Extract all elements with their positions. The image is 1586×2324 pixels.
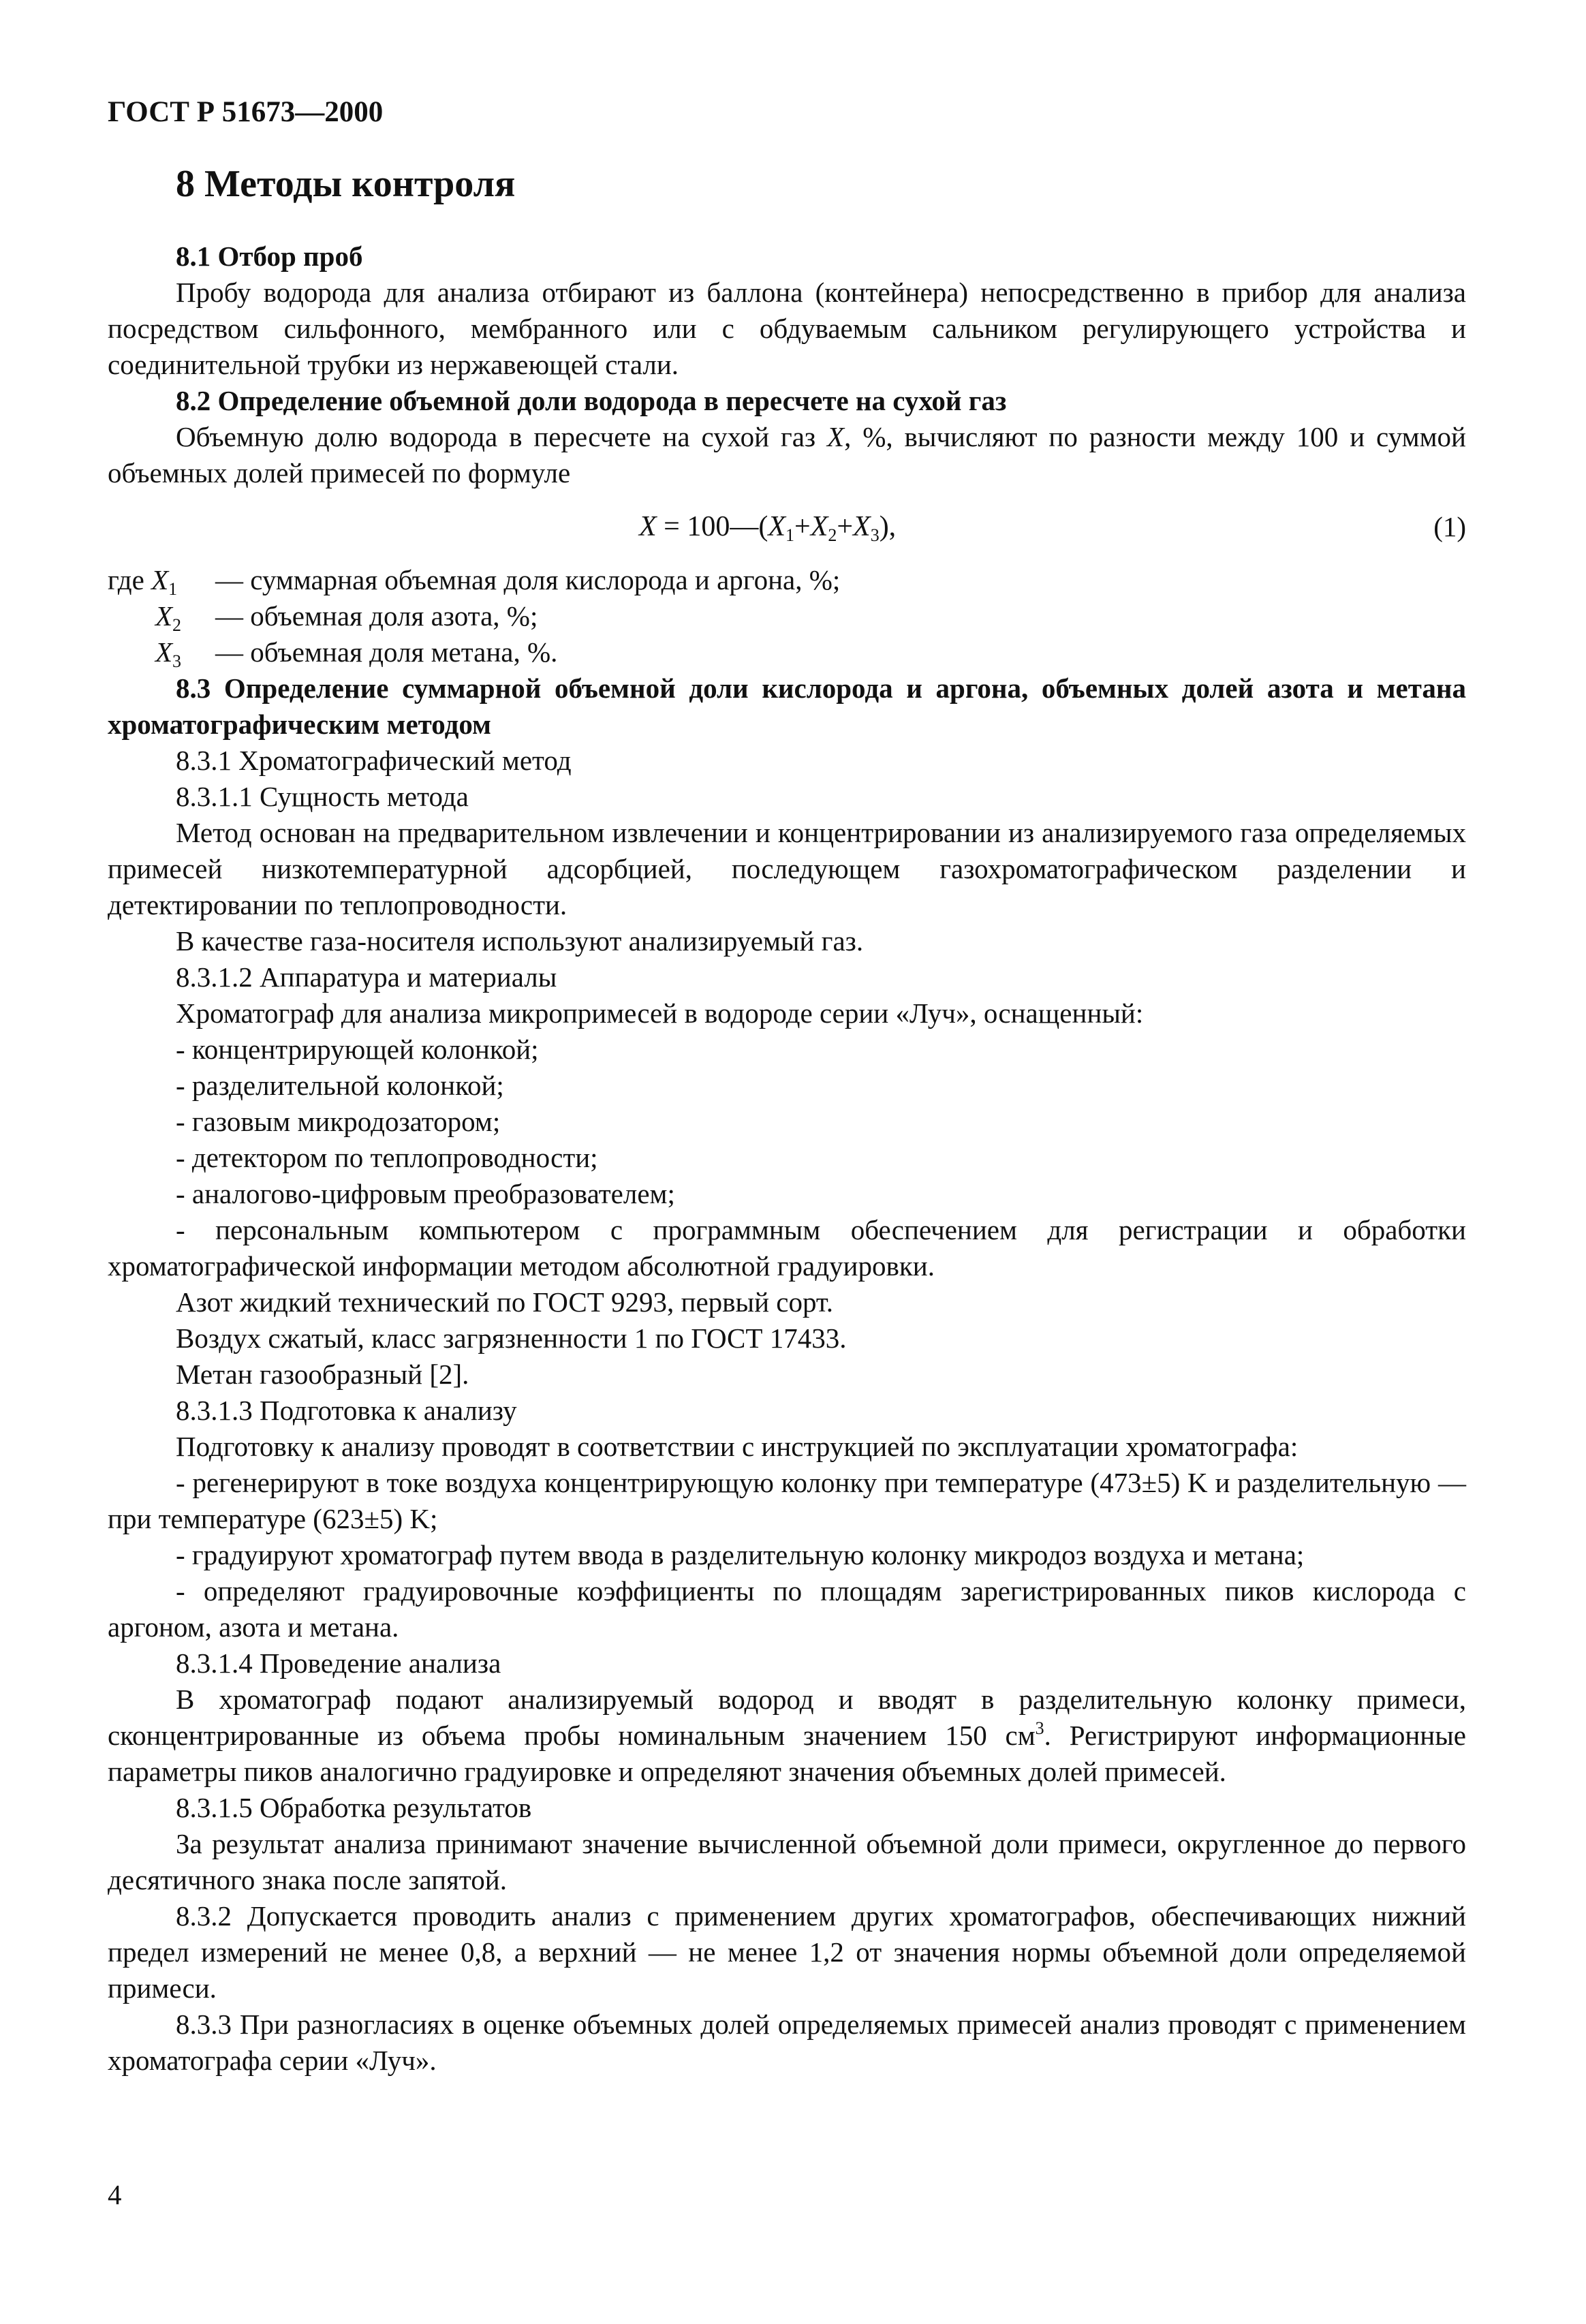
subsection-8-2-text: Объемную долю водорода в пересчете на сухой газ X, %, вычисляют по разности между 100 и суммой объемных долей примесей по формуле — [108, 421, 1466, 489]
equipment-item: - аналогово-цифровым преобразователем; — [176, 1178, 675, 1209]
subsection-8-2-title: 8.2 Определение объемной доли водорода в пересчете на сухой газ — [176, 385, 1007, 416]
subsection-8-3-title: 8.3 Определение суммарной объемной доли кислорода и аргона, объемных долей азота и метана хроматографическим методом — [108, 672, 1466, 740]
preparation-item: - градуируют хроматограф путем ввода в разделительную колонку микродоз воздуха и метана; — [176, 1539, 1305, 1570]
clause-8-3-1-2: 8.3.1.2 Аппаратура и материалы — [176, 961, 557, 993]
clause-8-3-1-5: 8.3.1.5 Обработка результатов — [176, 1792, 532, 1823]
clause-8-3-1-1: 8.3.1.1 Сущность метода — [176, 781, 469, 812]
equipment-item: - детектором по теплопроводности; — [176, 1142, 598, 1173]
clause-8-3-2: 8.3.2 Допускается проводить анализ с применением других хроматографов, обеспечивающих нижний предел измерений не менее 0,8, а верхний — не менее 1,2 от значения нормы объемной доли определяемой примеси. — [108, 1900, 1466, 2004]
material-item: Азот жидкий технический по ГОСТ 9293, первый сорт. — [176, 1286, 834, 1318]
preparation-item: - определяют градуировочные коэффициенты по площадям зарегистрированных пиков кислорода с аргоном, азота и метана. — [108, 1575, 1466, 1643]
equation-number: (1) — [1433, 511, 1466, 542]
formula-expression: $X = 100—(X_1+X_2+X_3)$, — [639, 511, 897, 545]
material-item: Воздух сжатый, класс загрязненности 1 по ГОСТ 17433. — [176, 1322, 847, 1354]
analysis-text: В хроматограф подают анализируемый водород и вводят в разделительную колонку примеси, сконцентрированные из объема пробы номинальным значением 150 $см^3$. Регистрируют информационные параметры пиков аналогично градуировке и определяют значения объемных долей примесей. — [108, 1684, 1466, 1787]
clause-8-3-1-3: 8.3.1.3 Подготовка к анализу — [176, 1395, 517, 1426]
equipment-item: - разделительной колонкой; — [176, 1070, 504, 1101]
section-title: 8 Методы контроля — [176, 163, 516, 205]
document-header: ГОСТ Р 51673—2000 — [108, 96, 384, 128]
preparation-text: Подготовку к анализу проводят в соответствии с инструкцией по эксплуатации хроматографа: — [176, 1431, 1299, 1462]
method-essence-text: Метод основан на предварительном извлечении и концентрировании из анализируемого газа определяемых примесей низкотемпературной адсорбцией, последующем газохроматографическом разделении и детектировании по теплопроводности. — [108, 817, 1466, 920]
clause-8-3-1: 8.3.1 Хроматографический метод — [176, 745, 572, 776]
preparation-item: - регенерируют в токе воздуха концентрирующую колонку при температуре (473±5) K и разделительную — при температуре (623±5) K; — [108, 1467, 1466, 1534]
equipment-item: - персональным компьютером с программным обеспечением для регистрации и обработки хроматографической информации методом абсолютной градуировки. — [108, 1214, 1466, 1282]
chromatograph-text: Хроматограф для анализа микропримесей в водороде серии «Луч», оснащенный: — [176, 997, 1144, 1029]
where-item-x2: $X_2$ — объемная доля азота, %; — [155, 600, 538, 635]
clause-8-3-1-4: 8.3.1.4 Проведение анализа — [176, 1647, 501, 1679]
material-item: Метан газообразный [2]. — [176, 1359, 469, 1390]
where-item-x1: где $X_1$ — суммарная объемная доля кислорода и аргона, %; — [108, 564, 841, 599]
subsection-8-1-text: Пробу водорода для анализа отбирают из баллона (контейнера) непосредственно в прибор для анализа посредством сильфонного, мембранного или с обдуваемым сальником регулирующего устройства и соединительной трубки из нержавеющей стали. — [108, 277, 1466, 380]
formula-1 — [108, 509, 1466, 562]
equipment-item: - газовым микродозатором; — [176, 1106, 501, 1137]
page-number: 4 — [108, 2179, 122, 2210]
results-text: За результат анализа принимают значение вычисленной объемной доли примеси, округленное до первого десятичного знака после запятой. — [108, 1828, 1466, 1895]
clause-8-3-3: 8.3.3 При разногласиях в оценке объемных долей определяемых примесей анализ проводят с применением хроматографа серии «Луч». — [108, 2009, 1466, 2076]
carrier-gas-text: В качестве газа-носителя используют анализируемый газ. — [176, 925, 864, 957]
subsection-8-1-title: 8.1 Отбор проб — [176, 241, 363, 272]
page-content — [108, 162, 1466, 2079]
where-item-x3: $X_3$ — объемная доля метана, %. — [155, 636, 558, 671]
equipment-item: - концентрирующей колонкой; — [176, 1034, 539, 1065]
